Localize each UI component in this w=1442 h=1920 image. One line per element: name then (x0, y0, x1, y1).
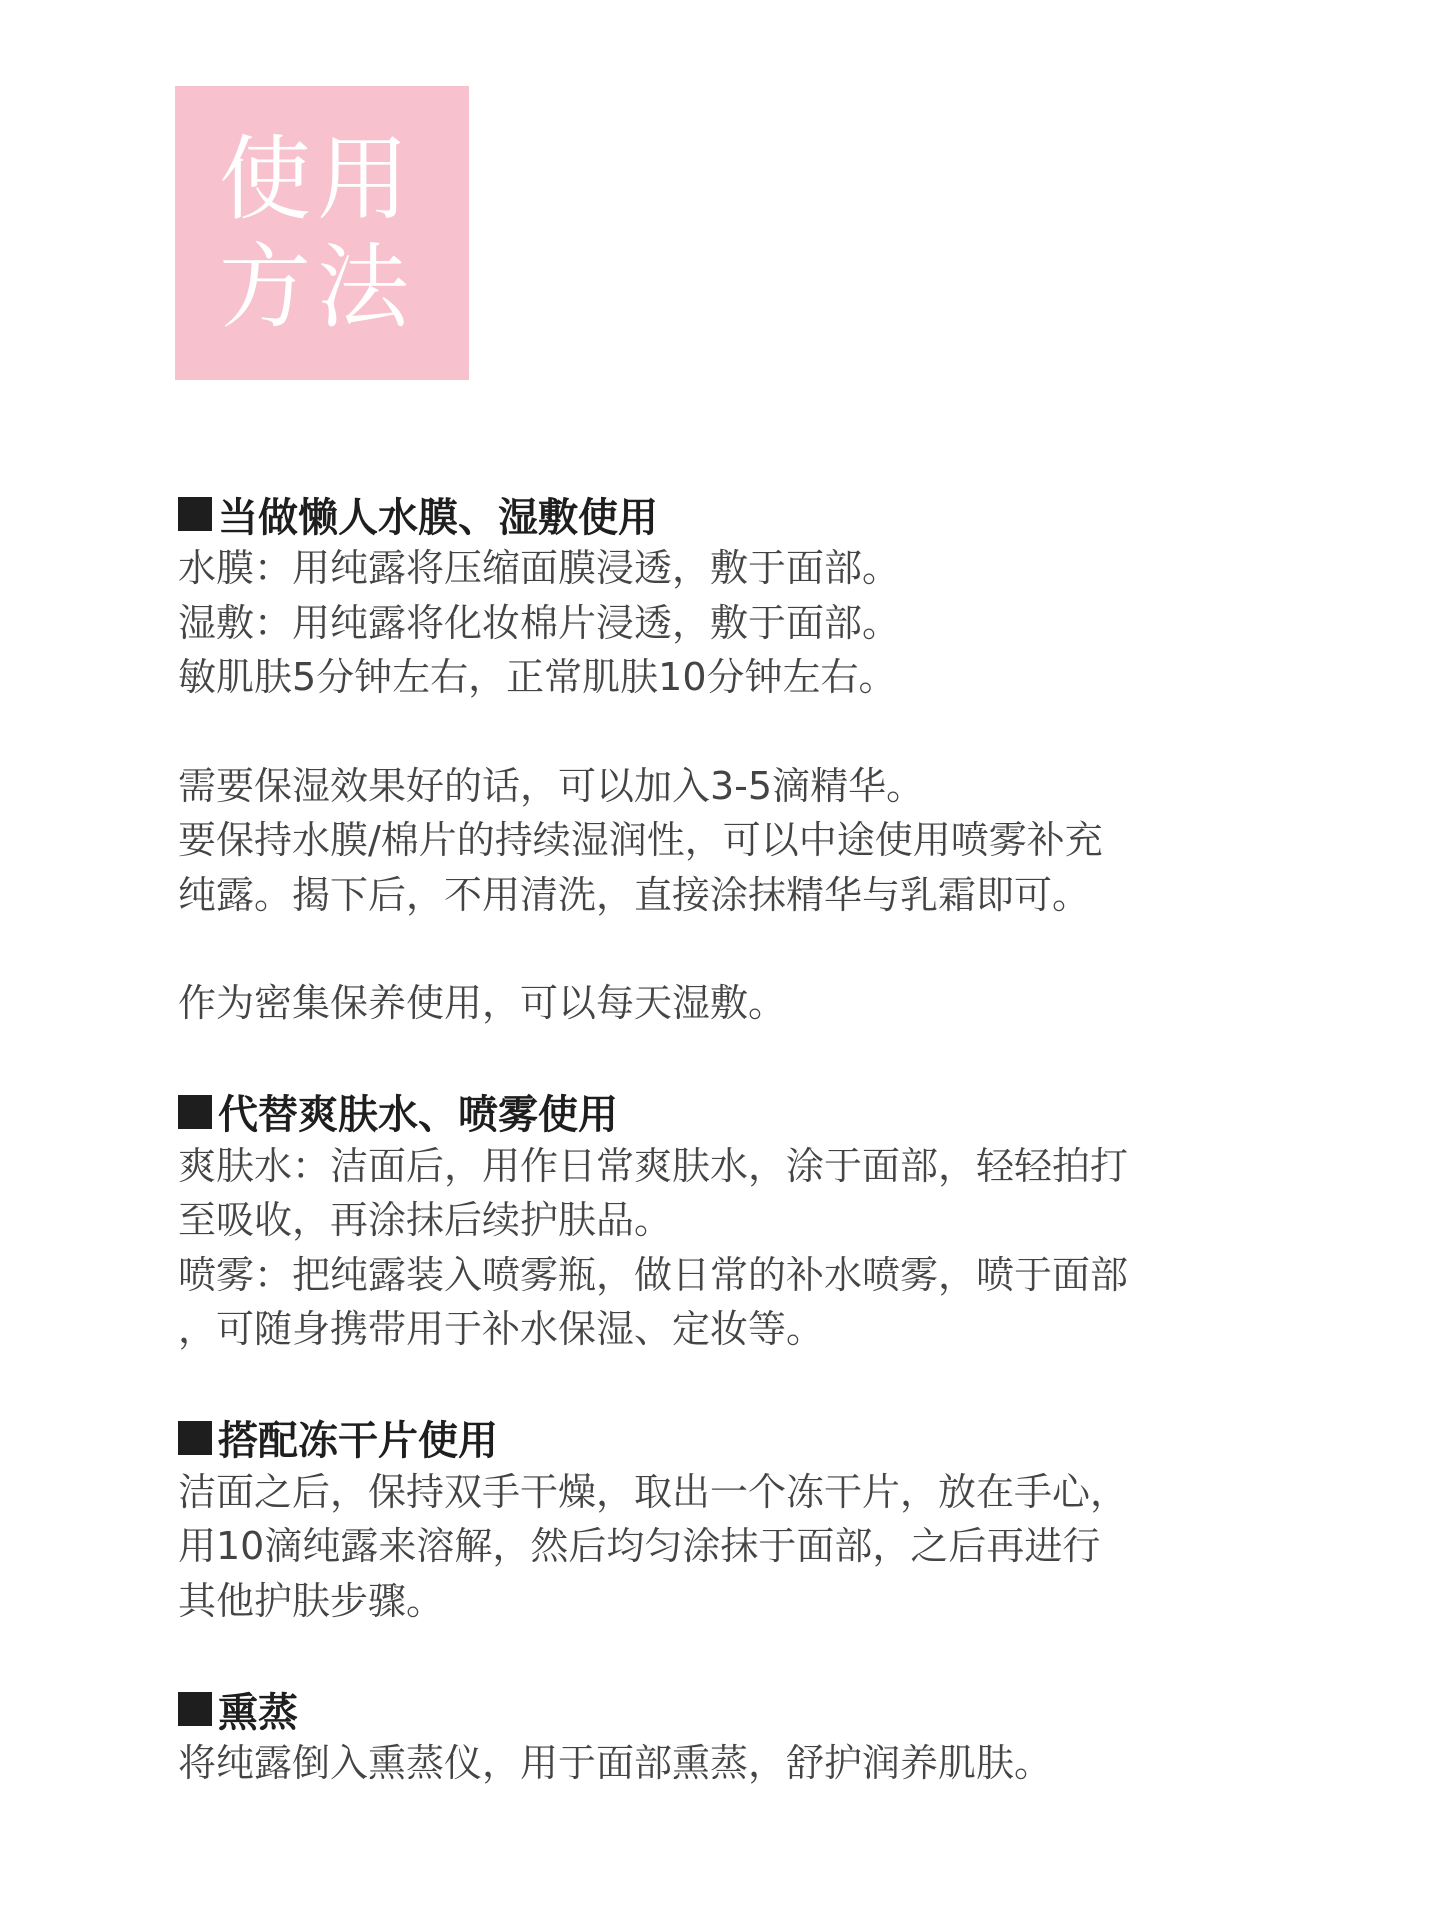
text-line: 其他护肤步骤。 (178, 1578, 445, 1623)
text-line: 需要保湿效果好的话，可以加入3-5滴精华。 (178, 763, 925, 808)
section-freeze-dried (178, 1411, 1308, 1629)
text-line: 爽肤水：洁面后，用作日常爽肤水，涂于面部，轻轻拍打 (178, 1143, 1129, 1188)
section-heading-text: 代替爽肤水、喷雾使用 (218, 1092, 618, 1138)
text-line: ，可随身携带用于补水保湿、定妆等。 (178, 1307, 825, 1351)
section-heading (178, 1085, 1308, 1139)
section-heading (178, 1411, 1308, 1465)
text-line: 敏肌肤5分钟左右，正常肌肤10分钟左右。 (178, 655, 897, 699)
paragraph (178, 1465, 1308, 1629)
section-toner-spray (178, 1085, 1308, 1357)
text-line: 洁面之后，保持双手干燥，取出一个冻干片，放在手心， (178, 1469, 1129, 1514)
title-line-1: 使用 (219, 126, 416, 233)
title-line-2: 方法 (219, 234, 416, 341)
section-heading (178, 487, 1308, 541)
text-line: 水膜：用纯露将压缩面膜浸透，敷于面部。 (178, 546, 901, 590)
square-bullet-icon (178, 497, 212, 531)
text-line: 喷雾：把纯露装入喷雾瓶，做日常的补水喷雾，喷于面部 (178, 1252, 1129, 1297)
paragraph (178, 976, 1308, 1031)
section-lazy-mask (178, 487, 1308, 1031)
section-heading-text: 搭配冻干片使用 (218, 1418, 498, 1464)
text-line: 纯露。揭下后，不用清洗，直接涂抹精华与乳霜即可。 (178, 872, 1091, 917)
paragraph (178, 1736, 1308, 1791)
text-line: 湿敷：用纯露将化妆棉片浸透，敷于面部。 (178, 600, 901, 645)
square-bullet-icon (178, 1095, 212, 1129)
paragraph (178, 1139, 1308, 1357)
square-bullet-icon (178, 1692, 212, 1726)
section-steaming (178, 1682, 1308, 1791)
section-heading (178, 1682, 1308, 1736)
text-line: 用10滴纯露来溶解，然后均匀涂抹于面部，之后再进行 (178, 1524, 1101, 1568)
section-heading-text: 熏蒸 (218, 1689, 298, 1736)
text-line: 作为密集保养使用，可以每天湿敷。 (178, 981, 787, 1025)
text-line: 将纯露倒入熏蒸仪，用于面部熏蒸，舒护润养肌肤。 (178, 1741, 1053, 1785)
text-line: 要保持水膜/棉片的持续湿润性，可以中途使用喷雾补充 (178, 818, 1103, 862)
title-box (175, 86, 469, 380)
square-bullet-icon (178, 1421, 212, 1455)
text-line: 至吸收，再涂抹后续护肤品。 (178, 1198, 673, 1242)
section-heading-text: 当做懒人水膜、湿敷使用 (218, 494, 658, 541)
content (178, 487, 1308, 1791)
paragraph (178, 759, 1308, 923)
paragraph (178, 541, 1308, 705)
